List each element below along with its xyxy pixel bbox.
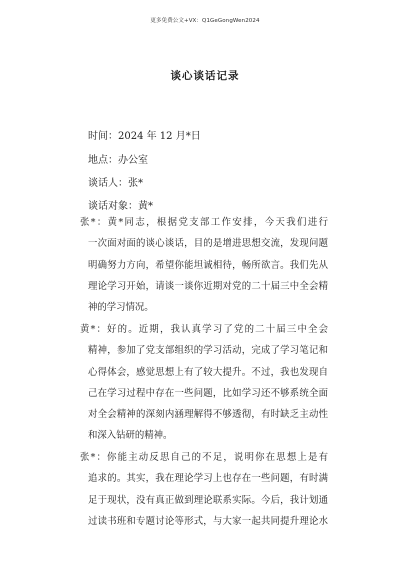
meta-talker: 谈话人：张*	[88, 178, 143, 189]
meta-target: 谈话对象：黄*	[88, 201, 153, 212]
paragraph-line: 追求的。其实，我在理论学习上也存在一些问题，有时满	[88, 473, 328, 485]
paragraph-line: 张*：你能主动反思自己的不足，说明你在思想上是有	[80, 452, 328, 463]
paragraph-line: 过读书班和专题讨论等形式，与大家一起共同提升理论水	[88, 515, 328, 527]
document-title: 谈心谈话记录	[170, 70, 240, 82]
paragraph-1	[80, 212, 328, 318]
meta-place: 地点：办公室	[88, 155, 148, 166]
header-note: 更多免费公文+VX：Q1GeGongWen2024	[150, 18, 260, 24]
paragraph-line: 神的学习情况。	[88, 302, 154, 314]
paragraph-line: 张*：黄*同志，根据党支部工作安排，今天我们进行	[80, 217, 328, 228]
paragraph-line: 心得体会，感觉思想上有了较大提升。不过，我也发现自	[88, 366, 328, 378]
paragraph-line: 对全会精神的深刻内涵理解得不够透彻，有时缺乏主动性	[88, 409, 328, 421]
paragraph-2	[80, 319, 328, 447]
paragraph-line: 一次面对面的谈心谈话，目的是增进思想交流，发现问题	[88, 238, 328, 250]
paragraph-line: 精神，参加了党支部组织的学习活动，完成了学习笔记和	[88, 345, 328, 357]
paragraph-line: 和深入钻研的精神。	[88, 430, 173, 442]
paragraph-3	[80, 447, 328, 532]
meta-time: 时间：2024 年 12 月*日	[88, 131, 201, 142]
paragraph-line: 理论学习开始，请谈一谈你近期对党的二十届三中全会精	[88, 280, 328, 292]
paragraph-line: 黄*：好的。近期，我认真学习了党的二十届三中全会	[80, 324, 328, 335]
paragraph-line: 己在学习过程中存在一些问题，比如学习还不够系统全面	[88, 387, 328, 399]
paragraph-line: 足于现状，没有真正做到理论联系实际。今后，我计划通	[88, 494, 328, 506]
paragraph-line: 明确努力方向，希望你能坦诚相待，畅所欲言。我们先从	[88, 259, 328, 271]
